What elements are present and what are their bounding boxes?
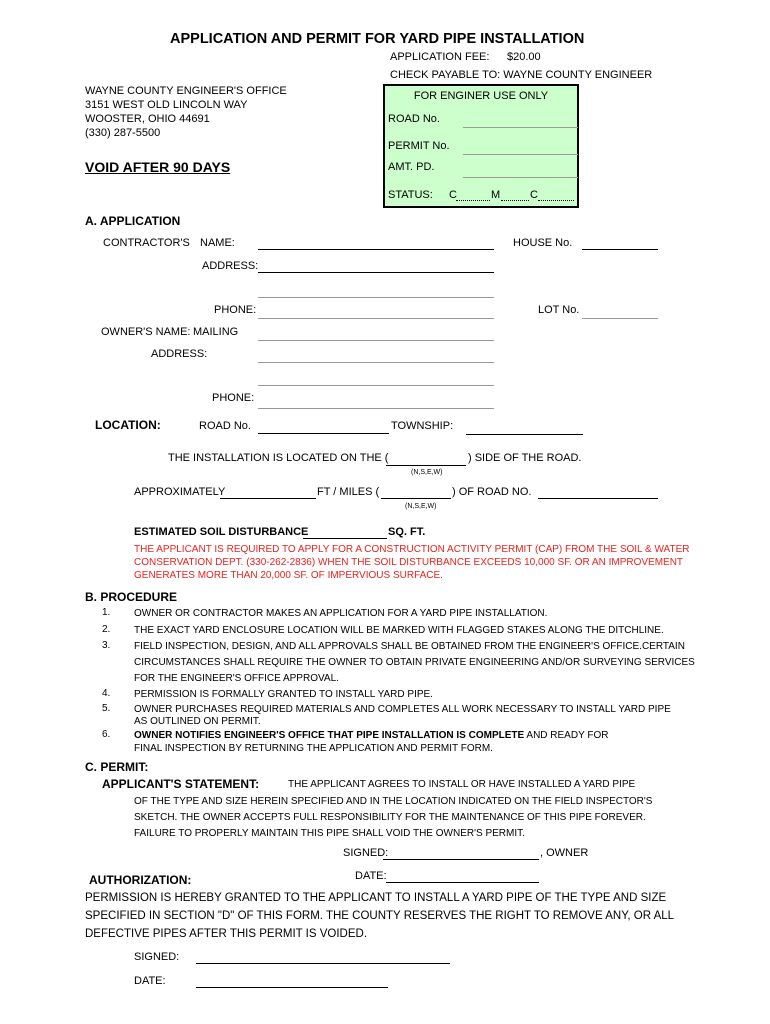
- statement-line-2: OF THE TYPE AND SIZE HEREIN SPECIFIED AND IN THE LOCATION INDICATED ON THE FIELD INSPECTOR'S: [134, 796, 653, 807]
- cap-notice-line-1: THE APPLICANT IS REQUIRED TO APPLY FOR A CONSTRUCTION ACTIVITY PERMIT (CAP) FROM THE SOIL & WATER: [134, 544, 690, 555]
- owner-signature-field[interactable]: [383, 859, 539, 860]
- direction-field[interactable]: [381, 498, 451, 499]
- contractors-label: CONTRACTOR'S: [103, 237, 190, 249]
- soil-disturbance-label: ESTIMATED SOIL DISTURBANCE: [134, 526, 309, 538]
- installation-side-prefix: THE INSTALLATION IS LOCATED ON THE (: [168, 452, 389, 464]
- contractor-name-field[interactable]: [258, 249, 494, 250]
- step-text: [134, 730, 608, 741]
- distance-field[interactable]: [220, 498, 316, 499]
- nsew-hint-1: (N,S,E,W): [411, 469, 443, 476]
- step-number: 3.: [102, 640, 111, 651]
- statement-line-1: THE APPLICANT AGREES TO INSTALL OR HAVE INSTALLED A YARD PIPE: [288, 779, 636, 790]
- lot-no-label: LOT No.: [538, 304, 580, 316]
- step-text: PERMISSION IS FORMALLY GRANTED TO INSTALL YARD PIPE.: [134, 689, 433, 700]
- owner-address-field-1[interactable]: [258, 362, 494, 363]
- statement-line-3: SKETCH. THE OWNER ACCEPTS FULL RESPONSIBILITY FOR THE MAINTENANCE OF THIS PIPE FOREVER.: [134, 812, 646, 823]
- section-c-heading: C. PERMIT:: [85, 760, 149, 774]
- approximately-label: APPROXIMATELY: [134, 486, 226, 498]
- authorization-date-label: DATE:: [134, 975, 166, 987]
- step-text: FINAL INSPECTION BY RETURNING THE APPLICATION AND PERMIT FORM.: [134, 743, 493, 754]
- statement-line-4: FAILURE TO PROPERLY MAINTAIN THIS PIPE SHALL VOID THE OWNER'S PERMIT.: [134, 828, 525, 839]
- office-city: WOOSTER, OHIO 44691: [85, 113, 210, 125]
- owner-phone-label: PHONE:: [212, 392, 255, 404]
- authorization-line-1: PERMISSION IS HEREBY GRANTED TO THE APPLICANT TO INSTALL A YARD PIPE OF THE TYPE AND SIZE: [85, 892, 667, 904]
- step-text: AS OUTLINED ON PERMIT.: [134, 716, 261, 727]
- owner-signed-label: SIGNED:: [343, 847, 389, 859]
- owner-label: , OWNER: [540, 847, 589, 859]
- nsew-hint-2: (N,S,E,W): [405, 503, 437, 510]
- status-c1: C: [449, 189, 457, 201]
- step-text: THE EXACT YARD ENCLOSURE LOCATION WILL BE MARKED WITH FLAGGED STAKES ALONG THE DITCHLINE.: [134, 625, 664, 636]
- contractor-address-field-2[interactable]: [258, 297, 494, 298]
- mailing-label: MAILING: [193, 326, 239, 338]
- ft-miles-label: FT / MILES (: [317, 486, 380, 498]
- engineer-box-header: FOR ENGINER USE ONLY: [413, 90, 549, 102]
- office-street: 3151 WEST OLD LINCOLN WAY: [85, 99, 248, 111]
- owners-name-label: OWNER'S NAME:: [101, 326, 191, 338]
- step-text: OWNER OR CONTRACTOR MAKES AN APPLICATION FOR A YARD PIPE INSTALLATION.: [134, 608, 548, 619]
- void-notice: VOID AFTER 90 DAYS: [85, 159, 231, 175]
- section-b-heading: B. PROCEDURE: [85, 590, 178, 604]
- office-phone: (330) 287-5500: [85, 127, 161, 139]
- contractor-phone-field[interactable]: [258, 318, 494, 319]
- engineer-amt-pd-field[interactable]: [463, 177, 578, 178]
- authorization-signed-label: SIGNED:: [134, 951, 180, 963]
- authorization-signature-field[interactable]: [196, 963, 450, 964]
- engineer-road-no-field[interactable]: [463, 127, 578, 128]
- step-number: 2.: [102, 624, 111, 635]
- step-number: 1.: [102, 607, 111, 618]
- step-6-bold: OWNER NOTIFIES ENGINEER'S OFFICE THAT PIPE INSTALLATION IS COMPLETE: [134, 730, 525, 741]
- application-fee-label: APPLICATION FEE:: [390, 51, 490, 63]
- check-payable: CHECK PAYABLE TO: WAYNE COUNTY ENGINEER: [390, 69, 653, 81]
- installation-side-suffix: ) SIDE OF THE ROAD.: [468, 452, 582, 464]
- status-m: M: [491, 189, 501, 201]
- status-c1-field[interactable]: [456, 192, 490, 201]
- township-label: TOWNSHIP:: [391, 420, 454, 432]
- engineer-permit-no-field[interactable]: [463, 154, 578, 155]
- lot-no-field[interactable]: [582, 318, 658, 319]
- owner-name-field[interactable]: [258, 340, 494, 341]
- status-c2-field[interactable]: [538, 192, 574, 201]
- authorization-line-2: SPECIFIED IN SECTION "D" OF THIS FORM. THE COUNTY RESERVES THE RIGHT TO REMOVE ANY, OR ALL: [85, 910, 675, 922]
- of-road-no-label: ) OF ROAD NO.: [452, 486, 532, 498]
- contractor-phone-label: PHONE:: [214, 304, 257, 316]
- mailing-address-label: ADDRESS:: [151, 348, 208, 360]
- engineer-amt-pd-label: AMT. PD.: [388, 161, 435, 173]
- step-number: 5.: [102, 703, 111, 714]
- owner-address-field-2[interactable]: [258, 385, 494, 386]
- owner-phone-field[interactable]: [258, 408, 494, 409]
- step-text: FIELD INSPECTION, DESIGN, AND ALL APPROVALS SHALL BE OBTAINED FROM THE ENGINEER'S OFFICE.CERTAIN: [134, 641, 685, 652]
- contractor-address-label: ADDRESS:: [202, 260, 259, 272]
- status-c2: C: [530, 189, 538, 201]
- location-road-no-field[interactable]: [258, 433, 389, 434]
- step-number: 4.: [102, 688, 111, 699]
- township-field[interactable]: [466, 434, 583, 435]
- owner-date-label: DATE:: [355, 870, 387, 882]
- of-road-no-field[interactable]: [538, 498, 658, 499]
- cap-notice-line-3: GENERATES MORE THAN 20,000 SF. OF IMPERVIOUS SURFACE.: [134, 570, 443, 581]
- engineer-status-label: STATUS:: [388, 189, 433, 201]
- step-number: 6.: [102, 729, 111, 740]
- engineer-use-box: [383, 84, 579, 208]
- page-title: APPLICATION AND PERMIT FOR YARD PIPE INSTALLATION: [170, 31, 585, 47]
- cap-notice-line-2: CONSERVATION DEPT. (330-262-2836) WHEN THE SOIL DISTURBANCE EXCEEDS 10,000 SF. OR AN IMPROVEMENT: [134, 557, 684, 568]
- owner-date-field[interactable]: [386, 882, 539, 883]
- engineer-permit-no-label: PERMIT No.: [388, 140, 450, 152]
- road-side-field[interactable]: [386, 465, 466, 466]
- contractor-address-field-1[interactable]: [258, 272, 494, 273]
- step-text: CIRCUMSTANCES SHALL REQUIRE THE OWNER TO OBTAIN PRIVATE ENGINEERING AND/OR SURVEYING SERVICES: [134, 657, 695, 668]
- engineer-road-no-label: ROAD No.: [388, 113, 440, 125]
- authorization-heading: AUTHORIZATION:: [89, 873, 192, 887]
- authorization-date-field[interactable]: [196, 987, 388, 988]
- sq-ft-label: SQ. FT.: [388, 526, 426, 538]
- soil-disturbance-field[interactable]: [303, 538, 387, 539]
- application-fee-amount: $20.00: [507, 51, 541, 63]
- step-6-rest: AND READY FOR: [524, 730, 609, 741]
- office-name: WAYNE COUNTY ENGINEER'S OFFICE: [85, 85, 287, 97]
- applicant-statement-label: APPLICANT'S STATEMENT:: [102, 777, 260, 791]
- house-no-label: HOUSE No.: [513, 237, 573, 249]
- status-m-field[interactable]: [501, 192, 529, 201]
- location-label: LOCATION:: [95, 418, 161, 432]
- step-text: FOR THE ENGINEER'S OFFICE APPROVAL.: [134, 673, 339, 684]
- section-a-heading: A. APPLICATION: [85, 214, 181, 228]
- contractor-name-label: NAME:: [200, 237, 235, 249]
- authorization-line-3: DEFECTIVE PIPES AFTER THIS PERMIT IS VOIDED.: [85, 928, 368, 940]
- house-no-field[interactable]: [582, 249, 658, 250]
- location-road-no-label: ROAD No.: [199, 420, 251, 432]
- step-text: OWNER PURCHASES REQUIRED MATERIALS AND COMPLETES ALL WORK NECESSARY TO INSTALL YARD PIPE: [134, 704, 671, 715]
